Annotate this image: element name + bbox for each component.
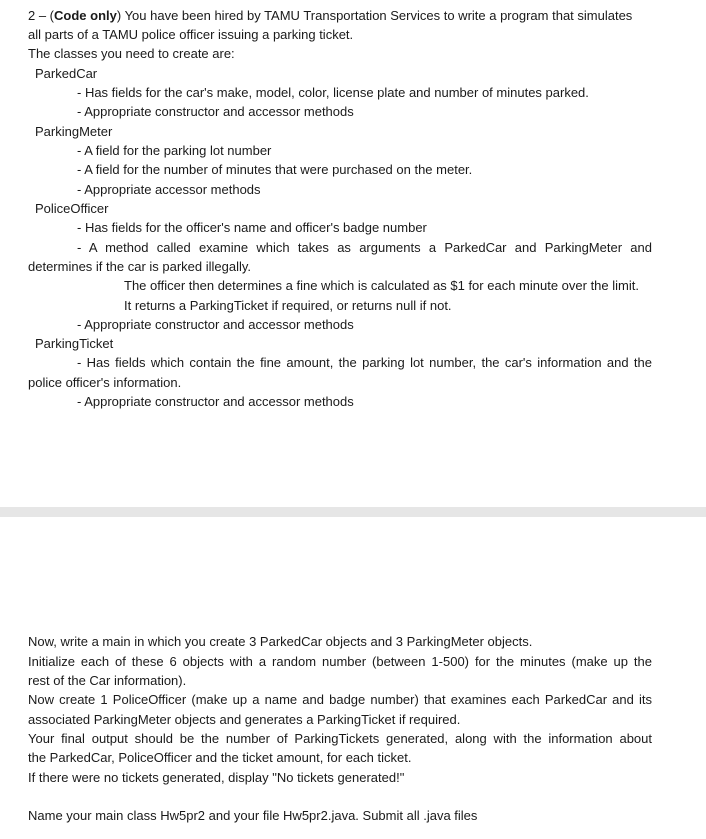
class-name-parkedcar: ParkedCar	[35, 66, 98, 81]
main-instruction-line5: associated ParkingMeter objects and generates a ParkingTicket if required.	[28, 712, 461, 727]
policeofficer-sub-1: The officer then determines a fine which is calculated as $1 for each minute over the limit.	[124, 278, 639, 293]
main-instruction-line6: Your final output should be the number of ParkingTickets generated, along with the information about	[28, 731, 652, 746]
main-instruction-line9: Name your main class Hw5pr2 and your file Hw5pr2.java. Submit all .java files	[28, 808, 478, 823]
policeofficer-item-3: - Appropriate constructor and accessor methods	[77, 317, 354, 332]
policeofficer-item-2-line1: - A method called examine which takes as arguments a ParkedCar and ParkingMeter and	[77, 240, 652, 255]
page-separator	[0, 507, 706, 517]
problem-number-prefix: 2 – (	[28, 8, 55, 23]
document-page-2	[0, 517, 706, 839]
main-instruction-line2: Initialize each of these 6 objects with a random number (between 1-500) for the minutes (make up the	[28, 654, 652, 669]
parkingmeter-item-3: - Appropriate accessor methods	[77, 182, 261, 197]
policeofficer-sub-2: It returns a ParkingTicket if required, or returns null if not.	[124, 298, 452, 313]
code-only-label: Code only	[54, 8, 117, 23]
problem-heading	[28, 6, 632, 25]
parkingmeter-item-1: - A field for the parking lot number	[77, 143, 272, 158]
main-instruction-line4: Now create 1 PoliceOfficer (make up a name and badge number) that examines each ParkedCar and its	[28, 692, 652, 707]
main-instruction-line1: Now, write a main in which you create 3 ParkedCar objects and 3 ParkingMeter objects.	[28, 634, 533, 649]
classes-intro: The classes you need to create are:	[28, 46, 235, 61]
class-name-policeofficer: PoliceOfficer	[35, 201, 109, 216]
main-instruction-line3: rest of the Car information).	[28, 673, 187, 688]
problem-intro-line2: all parts of a TAMU police officer issuing a parking ticket.	[28, 27, 354, 42]
policeofficer-item-2-line2: determines if the car is parked illegally.	[28, 259, 252, 274]
class-name-parkingticket: ParkingTicket	[35, 336, 114, 351]
parkingticket-item-2: - Appropriate constructor and accessor methods	[77, 394, 354, 409]
parkedcar-item-2: - Appropriate constructor and accessor methods	[77, 104, 354, 119]
class-name-parkingmeter: ParkingMeter	[35, 124, 113, 139]
problem-intro-text: ) You have been hired by TAMU Transportation Services to write a program that simulates	[116, 8, 633, 23]
parkingmeter-item-2: - A field for the number of minutes that were purchased on the meter.	[77, 162, 473, 177]
policeofficer-item-1: - Has fields for the officer's name and officer's badge number	[77, 220, 427, 235]
parkedcar-item-1: - Has fields for the car's make, model, color, license plate and number of minutes parked.	[77, 85, 589, 100]
main-instruction-line8: If there were no tickets generated, display "No tickets generated!"	[28, 770, 405, 785]
parkingticket-item-1-line1: - Has fields which contain the fine amount, the parking lot number, the car's information and the	[77, 355, 652, 370]
main-instruction-line7: the ParkedCar, PoliceOfficer and the ticket amount, for each ticket.	[28, 750, 412, 765]
parkingticket-item-1-line2: police officer's information.	[28, 375, 182, 390]
